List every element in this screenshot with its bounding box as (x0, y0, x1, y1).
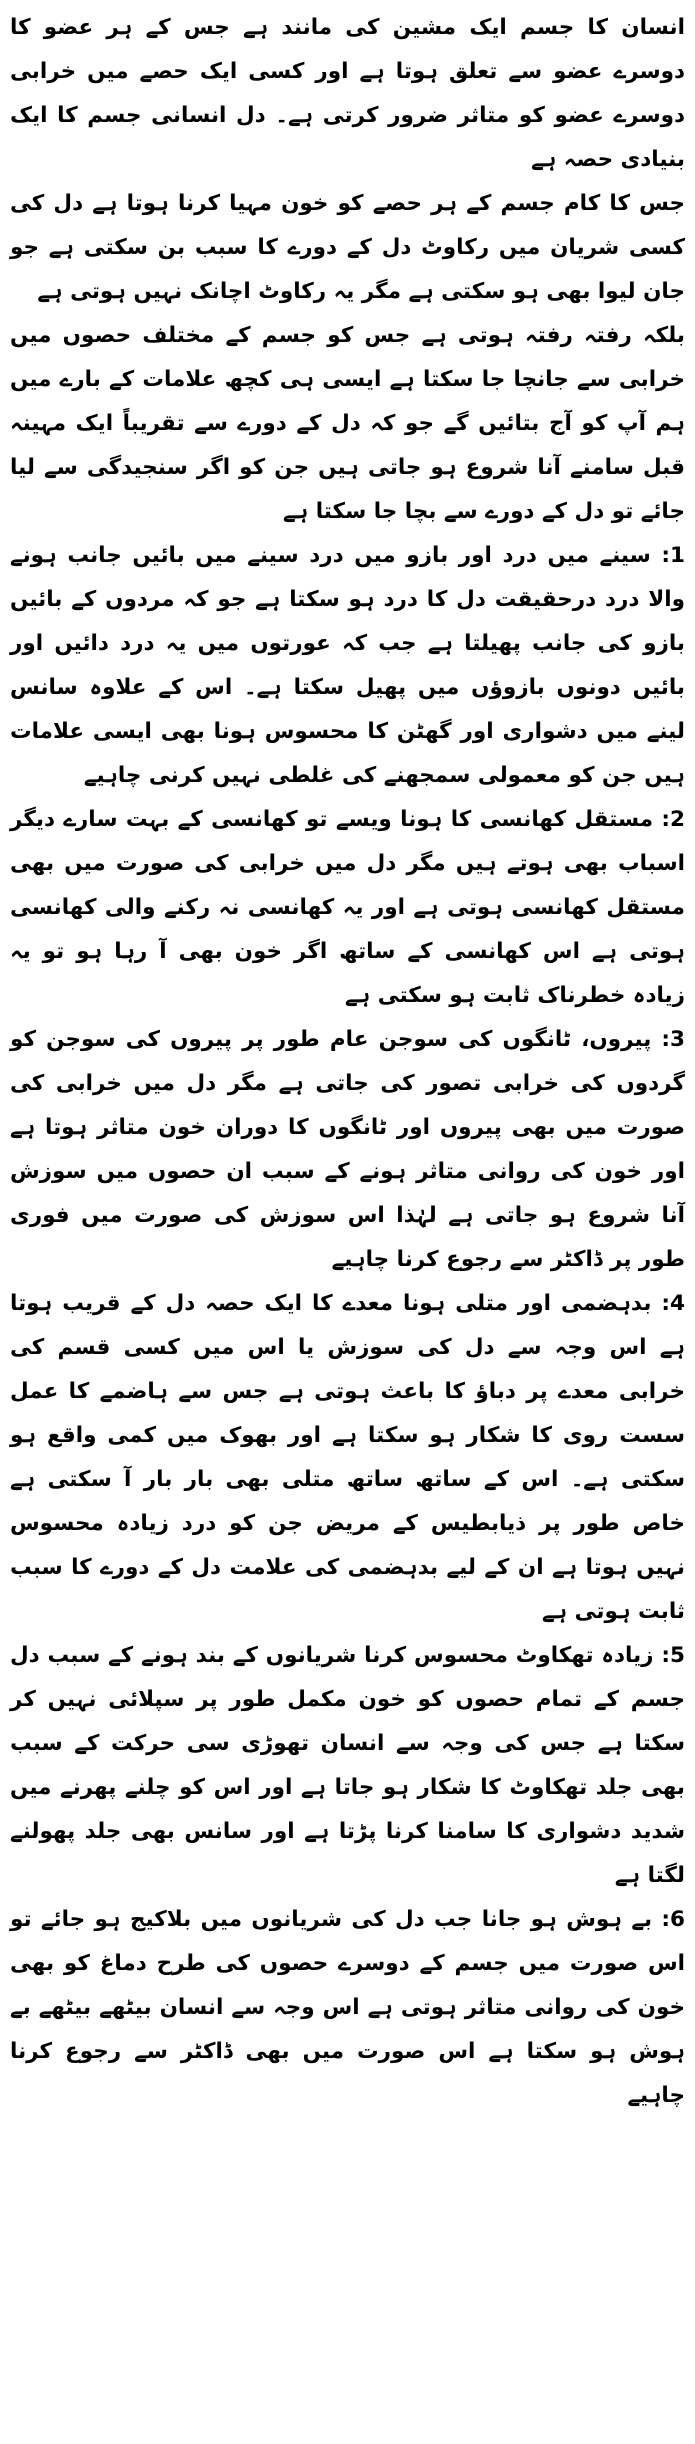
symptom-indigestion: 4: بدہضمی اور متلی ہونا معدے کا ایک حصہ دل کے قریب ہوتا ہے اس وجہ سے دل کی سوزش یا اس میں کسی قسم کی خرابی معدے پر دباؤ کا باعث ہوتی ہے جس سے ہاضمے کا عمل سست روی کا شکار ہو سکتا ہے اور بھوک میں کمی واقع ہو سکتی ہے۔ اس کے ساتھ ساتھ متلی بھی بار بار آ سکتی ہے خاص طور پر ذیابطیس کے مریض جن کو درد زیادہ محسوس نہیں ہوتا ہے ان کے لیے بدہضمی کی علامت دل کے دورے کا سبب ثابت ہوتی ہے (10, 1291, 685, 1624)
symptom-fatigue: 5: زیادہ تھکاوٹ محسوس کرنا شریانوں کے بند ہونے کے سبب دل جسم کے تمام حصوں کو خون مکمل طور پر سپلائی نہیں کر سکتا ہے جس کی وجہ سے انسان تھوڑی سی حرکت کے سبب بھی جلد تھکاوٹ کا شکار ہو جاتا ہے اور اس کو چلنے پھرنے میں شدید دشواری کا سامنا کرنا پڑتا ہے اور سانس بھی جلد پھولنے لگتا ہے (10, 1643, 685, 1888)
heart-function-paragraph: جس کا کام جسم کے ہر حصے کو خون مہیا کرنا ہوتا ہے دل کی کسی شریان میں رکاوٹ دل کے دورے کا سبب بن سکتی ہے جو جان لیوا بھی ہو سکتی ہے مگر یہ رکاوٹ اچانک نہیں ہوتی ہے (10, 191, 685, 304)
symptoms-intro-paragraph: بلکہ رفتہ رفتہ ہوتی ہے جس کو جسم کے مختلف حصوں میں خرابی سے جانچا جا سکتا ہے ایسی ہی کچھ علامات کے بارے میں ہم آپ کو آج بتائیں گے جو کہ دل کے دورے سے تقریباً ایک مہینہ قبل سامنے آنا شروع ہو جاتی ہیں جن کو اگر سنجیدگی سے لیا جائے تو دل کے دورے سے بچا جا سکتا ہے (10, 323, 685, 524)
symptom-persistent-cough: 2: مستقل کھانسی کا ہونا ویسے تو کھانسی کے بہت سارے دیگر اسباب بھی ہوتے ہیں مگر دل میں خرابی کی صورت میں بھی مستقل کھانسی ہوتی ہے اور یہ کھانسی نہ رکنے والی کھانسی ہوتی ہے اس کھانسی کے ساتھ اگر خون بھی آ رہا ہو تو یہ زیادہ خطرناک ثابت ہو سکتی ہے (10, 807, 685, 1008)
symptom-chest-pain: 1: سینے میں درد اور بازو میں درد سینے میں بائیں جانب ہونے والا درد درحقیقت دل کا درد ہو سکتا ہے جو کہ مردوں کے بائیں بازو کی جانب پھیلتا ہے جب کہ عورتوں میں یہ درد دائیں اور بائیں دونوں بازوؤں میں پھیل سکتا ہے۔ اس کے علاوہ سانس لینے میں دشواری اور گھٹن کا محسوس ہونا بھی ایسی علامات ہیں جن کو معمولی سمجھنے کی غلطی نہیں کرنی چاہیے (10, 543, 685, 788)
symptom-fainting: 6: بے ہوش ہو جانا جب دل کی شریانوں میں بلاکیج ہو جائے تو اس صورت میں جسم کے دوسرے حصوں کی طرح دماغ کو بھی خون کی روانی متاثر ہوتی ہے اس وجہ سے انسان بیٹھے بیٹھے بے ہوش ہو سکتا ہے اس صورت میں بھی ڈاکٹر سے رجوع کرنا چاہیے (10, 1907, 685, 2108)
intro-paragraph: انسان کا جسم ایک مشین کی مانند ہے جس کے ہر عضو کا دوسرے عضو سے تعلق ہوتا ہے اور کسی ایک حصے میں خرابی دوسرے عضو کو متاثر ضرور کرتی ہے۔ دل انسانی جسم کا ایک بنیادی حصہ ہے (10, 15, 685, 172)
symptom-leg-swelling: 3: پیروں، ٹانگوں کی سوجن عام طور پر پیروں کی سوجن کو گردوں کی خرابی تصور کی جاتی ہے مگر دل میں خرابی کی صورت میں بھی پیروں اور ٹانگوں کا دوران خون متاثر ہوتا ہے اور خون کی روانی متاثر ہونے کے سبب ان حصوں میں سوزش آنا شروع ہو جاتی ہے لہٰذا اس سوزش کی صورت میں فوری طور پر ڈاکٹر سے رجوع کرنا چاہیے (10, 1027, 685, 1272)
